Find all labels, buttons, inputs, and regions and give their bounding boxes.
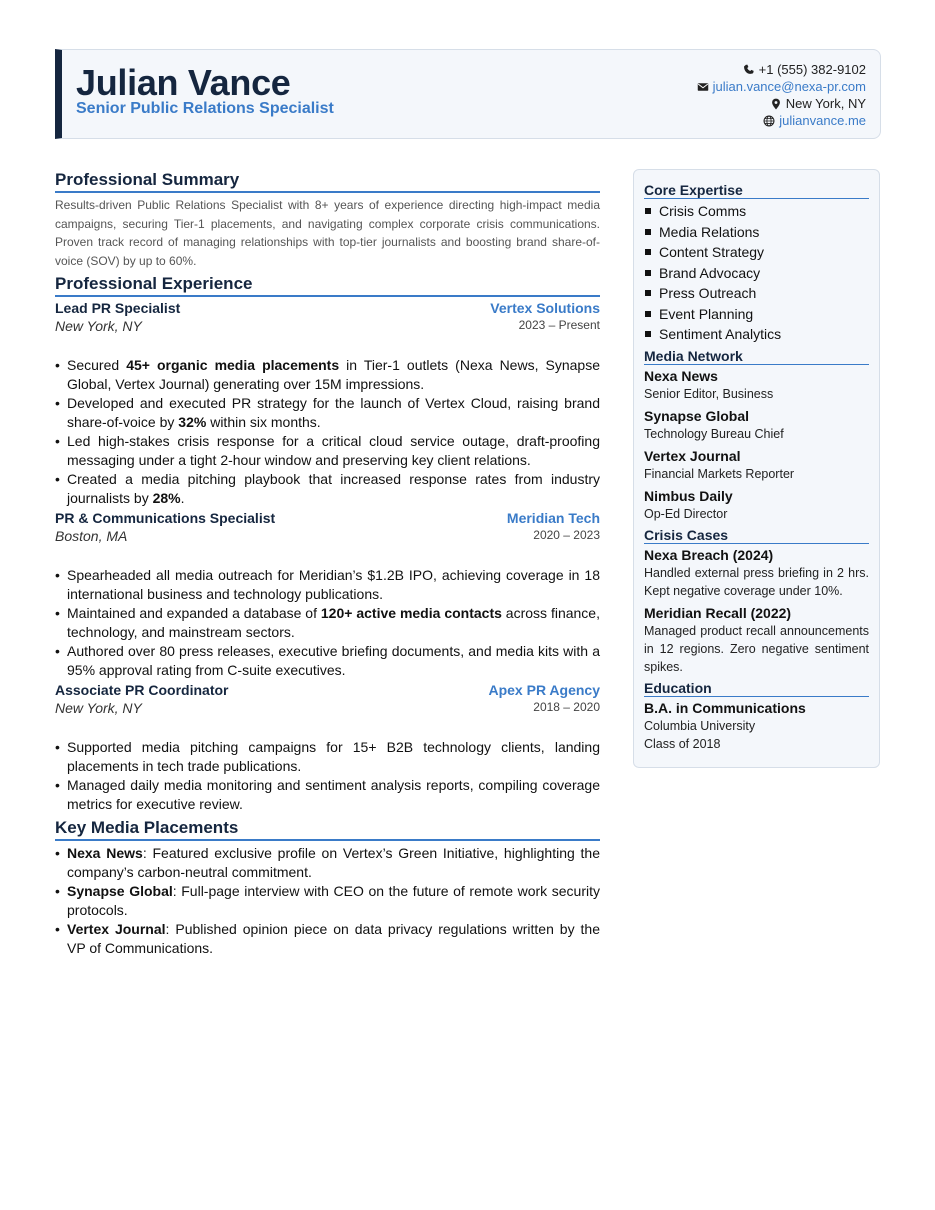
expertise-item: Press Outreach	[644, 283, 869, 304]
expertise-item: Sentiment Analytics	[644, 324, 869, 345]
job-company: Meridian Tech	[506, 510, 600, 526]
bullet-item	[55, 776, 600, 814]
job-bullets	[55, 356, 600, 508]
experience-heading: Professional Experience	[55, 274, 600, 297]
location-text: New York, NY	[785, 96, 866, 111]
placement-outlet: Synapse Global	[67, 883, 173, 899]
job-header	[55, 510, 600, 528]
crisis-case-name: Meridian Recall (2022)	[644, 604, 792, 621]
bullet-item	[55, 356, 600, 394]
job-bullets	[55, 738, 600, 814]
network-list	[644, 367, 869, 524]
contact-website[interactable]	[697, 112, 866, 129]
network-heading: Media Network	[644, 348, 869, 365]
network-outlet: Synapse Global	[644, 407, 750, 424]
job-role: Lead PR Specialist	[55, 300, 181, 316]
job-entry	[55, 682, 600, 816]
bullet-text: Authored over 80 press releases, executive briefing documents, and media kits with a 95% approval rating from C-suite executives.	[67, 643, 600, 678]
bullet-text: Led high-stakes crisis response for a critical cloud service outage, draft-proofing messaging under a tight 2-hour window and preserving key client relations.	[67, 433, 600, 468]
spacer	[55, 548, 600, 566]
placement-item	[55, 844, 600, 882]
placement-outlet: Vertex Journal	[67, 921, 166, 937]
job-dates: 2020 – 2023	[533, 528, 600, 542]
globe-icon	[763, 115, 775, 127]
job-meta	[55, 528, 600, 548]
expertise-item: Crisis Comms	[644, 201, 869, 222]
job-header	[55, 682, 600, 700]
bullet-highlight: 32%	[178, 414, 207, 430]
spacer	[55, 338, 600, 356]
experience-list	[55, 300, 600, 816]
job-company: Vertex Solutions	[490, 300, 600, 316]
bullet-highlight: 28%	[152, 490, 181, 506]
bullet-highlight: 45+ organic media placements	[126, 357, 340, 373]
contact-email[interactable]	[697, 78, 866, 95]
job-entry	[55, 510, 600, 682]
bullet-text: Created a media pitching playbook that increased response rates from industry journalists by	[67, 471, 600, 506]
contact-location	[697, 95, 866, 112]
bullet-item	[55, 566, 600, 604]
placement-text: : Featured exclusive profile on Vertex’s Green Initiative, highlighting the company’s carbon-neutral commitment.	[67, 845, 601, 880]
bullet-text: Maintained and expanded a database of	[67, 605, 321, 621]
network-outlet: Vertex Journal	[644, 447, 741, 464]
crisis-heading: Crisis Cases	[644, 527, 869, 544]
education-year: Class of 2018	[644, 736, 721, 751]
expertise-list	[644, 201, 869, 345]
bullet-text: across finance, technology, and mainstream sectors.	[67, 605, 600, 640]
job-role: PR & Communications Specialist	[55, 510, 276, 526]
resume-header	[55, 49, 881, 139]
contact-phone	[697, 61, 866, 78]
candidate-title: Senior Public Relations Specialist	[76, 100, 334, 117]
placement-item	[55, 882, 600, 920]
placement-text: : Published opinion piece on data privacy regulations written by the VP of Communications.	[67, 921, 600, 956]
bullet-text: Secured	[67, 357, 127, 373]
main-column	[55, 170, 600, 958]
education-degree: B.A. in Communications	[644, 699, 806, 716]
network-role: Senior Editor, Business	[644, 386, 774, 401]
contact-block	[697, 61, 866, 129]
job-role: Associate PR Coordinator	[55, 682, 229, 698]
job-dates: 2018 – 2020	[533, 700, 600, 714]
network-role: Technology Bureau Chief	[644, 426, 784, 441]
placements-list	[55, 844, 600, 958]
expertise-item: Brand Advocacy	[644, 263, 869, 284]
job-location: Boston, MA	[55, 528, 128, 544]
bullet-text: Managed daily media monitoring and sentiment analysis reports, compiling coverage metrics for executive review.	[67, 777, 600, 812]
education-heading: Education	[644, 680, 869, 697]
bullet-item	[55, 394, 600, 432]
job-dates: 2023 – Present	[518, 318, 600, 332]
expertise-item: Content Strategy	[644, 242, 869, 263]
crisis-case-desc: Handled external press briefing in 2 hrs. Kept negative coverage under 10%.	[644, 565, 869, 598]
bullet-text: Supported media pitching campaigns for 15+ B2B technology clients, landing placements in tech trade publications.	[67, 739, 600, 774]
bullet-text: .	[180, 490, 185, 506]
phone-text: +1 (555) 382-9102	[758, 62, 866, 77]
bullet-text: Developed and executed PR strategy for the launch of Vertex Cloud, raising brand share-of-voice by	[67, 395, 600, 430]
education-school: Columbia University	[644, 718, 756, 733]
bullet-item	[55, 432, 600, 470]
spacer	[55, 720, 600, 738]
network-outlet: Nimbus Daily	[644, 487, 733, 504]
job-location: New York, NY	[55, 318, 142, 334]
map-pin-icon	[770, 98, 782, 110]
network-role: Op-Ed Director	[644, 506, 728, 521]
email-link[interactable]: julian.vance@nexa-pr.com	[712, 79, 866, 94]
spacer	[55, 814, 600, 816]
crisis-list	[644, 546, 869, 676]
job-company: Apex PR Agency	[488, 682, 600, 698]
website-link[interactable]: julianvance.me	[779, 113, 866, 128]
placement-outlet: Nexa News	[67, 845, 143, 861]
candidate-name: Julian Vance	[76, 62, 291, 103]
bullet-item	[55, 470, 600, 508]
bullet-item	[55, 642, 600, 680]
crisis-case-desc: Managed product recall announcements in 12 regions. Zero negative sentiment spikes.	[644, 623, 869, 674]
bullet-item	[55, 738, 600, 776]
bullet-text: Spearheaded all media outreach for Meridian’s $1.2B IPO, achieving coverage in 18 international business and technology publications.	[67, 567, 600, 602]
job-meta	[55, 318, 600, 338]
phone-icon	[743, 64, 755, 76]
expertise-item: Event Planning	[644, 304, 869, 325]
bullet-text: within six months.	[206, 414, 321, 430]
placement-item	[55, 920, 600, 958]
expertise-item: Media Relations	[644, 222, 869, 243]
network-outlet: Nexa News	[644, 367, 718, 384]
placement-text: : Full-page interview with CEO on the future of remote work security protocols.	[67, 883, 600, 918]
expertise-heading: Core Expertise	[644, 182, 869, 199]
network-role: Financial Markets Reporter	[644, 466, 795, 481]
bullet-item	[55, 604, 600, 642]
bullet-highlight: 120+ active media contacts	[320, 605, 502, 621]
job-bullets	[55, 566, 600, 680]
envelope-icon	[697, 81, 709, 93]
sidebar	[633, 169, 880, 768]
summary-heading: Professional Summary	[55, 170, 600, 193]
placements-heading: Key Media Placements	[55, 818, 600, 841]
summary-text: Results-driven Public Relations Specialist with 8+ years of experience directing high-impact media campaigns, securing Tier-1 placements, and navigating complex corporate crisis communications. Proven track record of managing relationships with top-tier journalists and boosting brand share-of-voice (SOV) by up to 60%.	[55, 198, 600, 268]
bullet-text: in Tier-1 outlets (Nexa News, Synapse Global, Vertex Journal) generating over 15M impressions.	[67, 357, 600, 392]
job-header	[55, 300, 600, 318]
job-location: New York, NY	[55, 700, 142, 716]
crisis-case-name: Nexa Breach (2024)	[644, 546, 774, 563]
job-meta	[55, 700, 600, 720]
job-entry	[55, 300, 600, 510]
